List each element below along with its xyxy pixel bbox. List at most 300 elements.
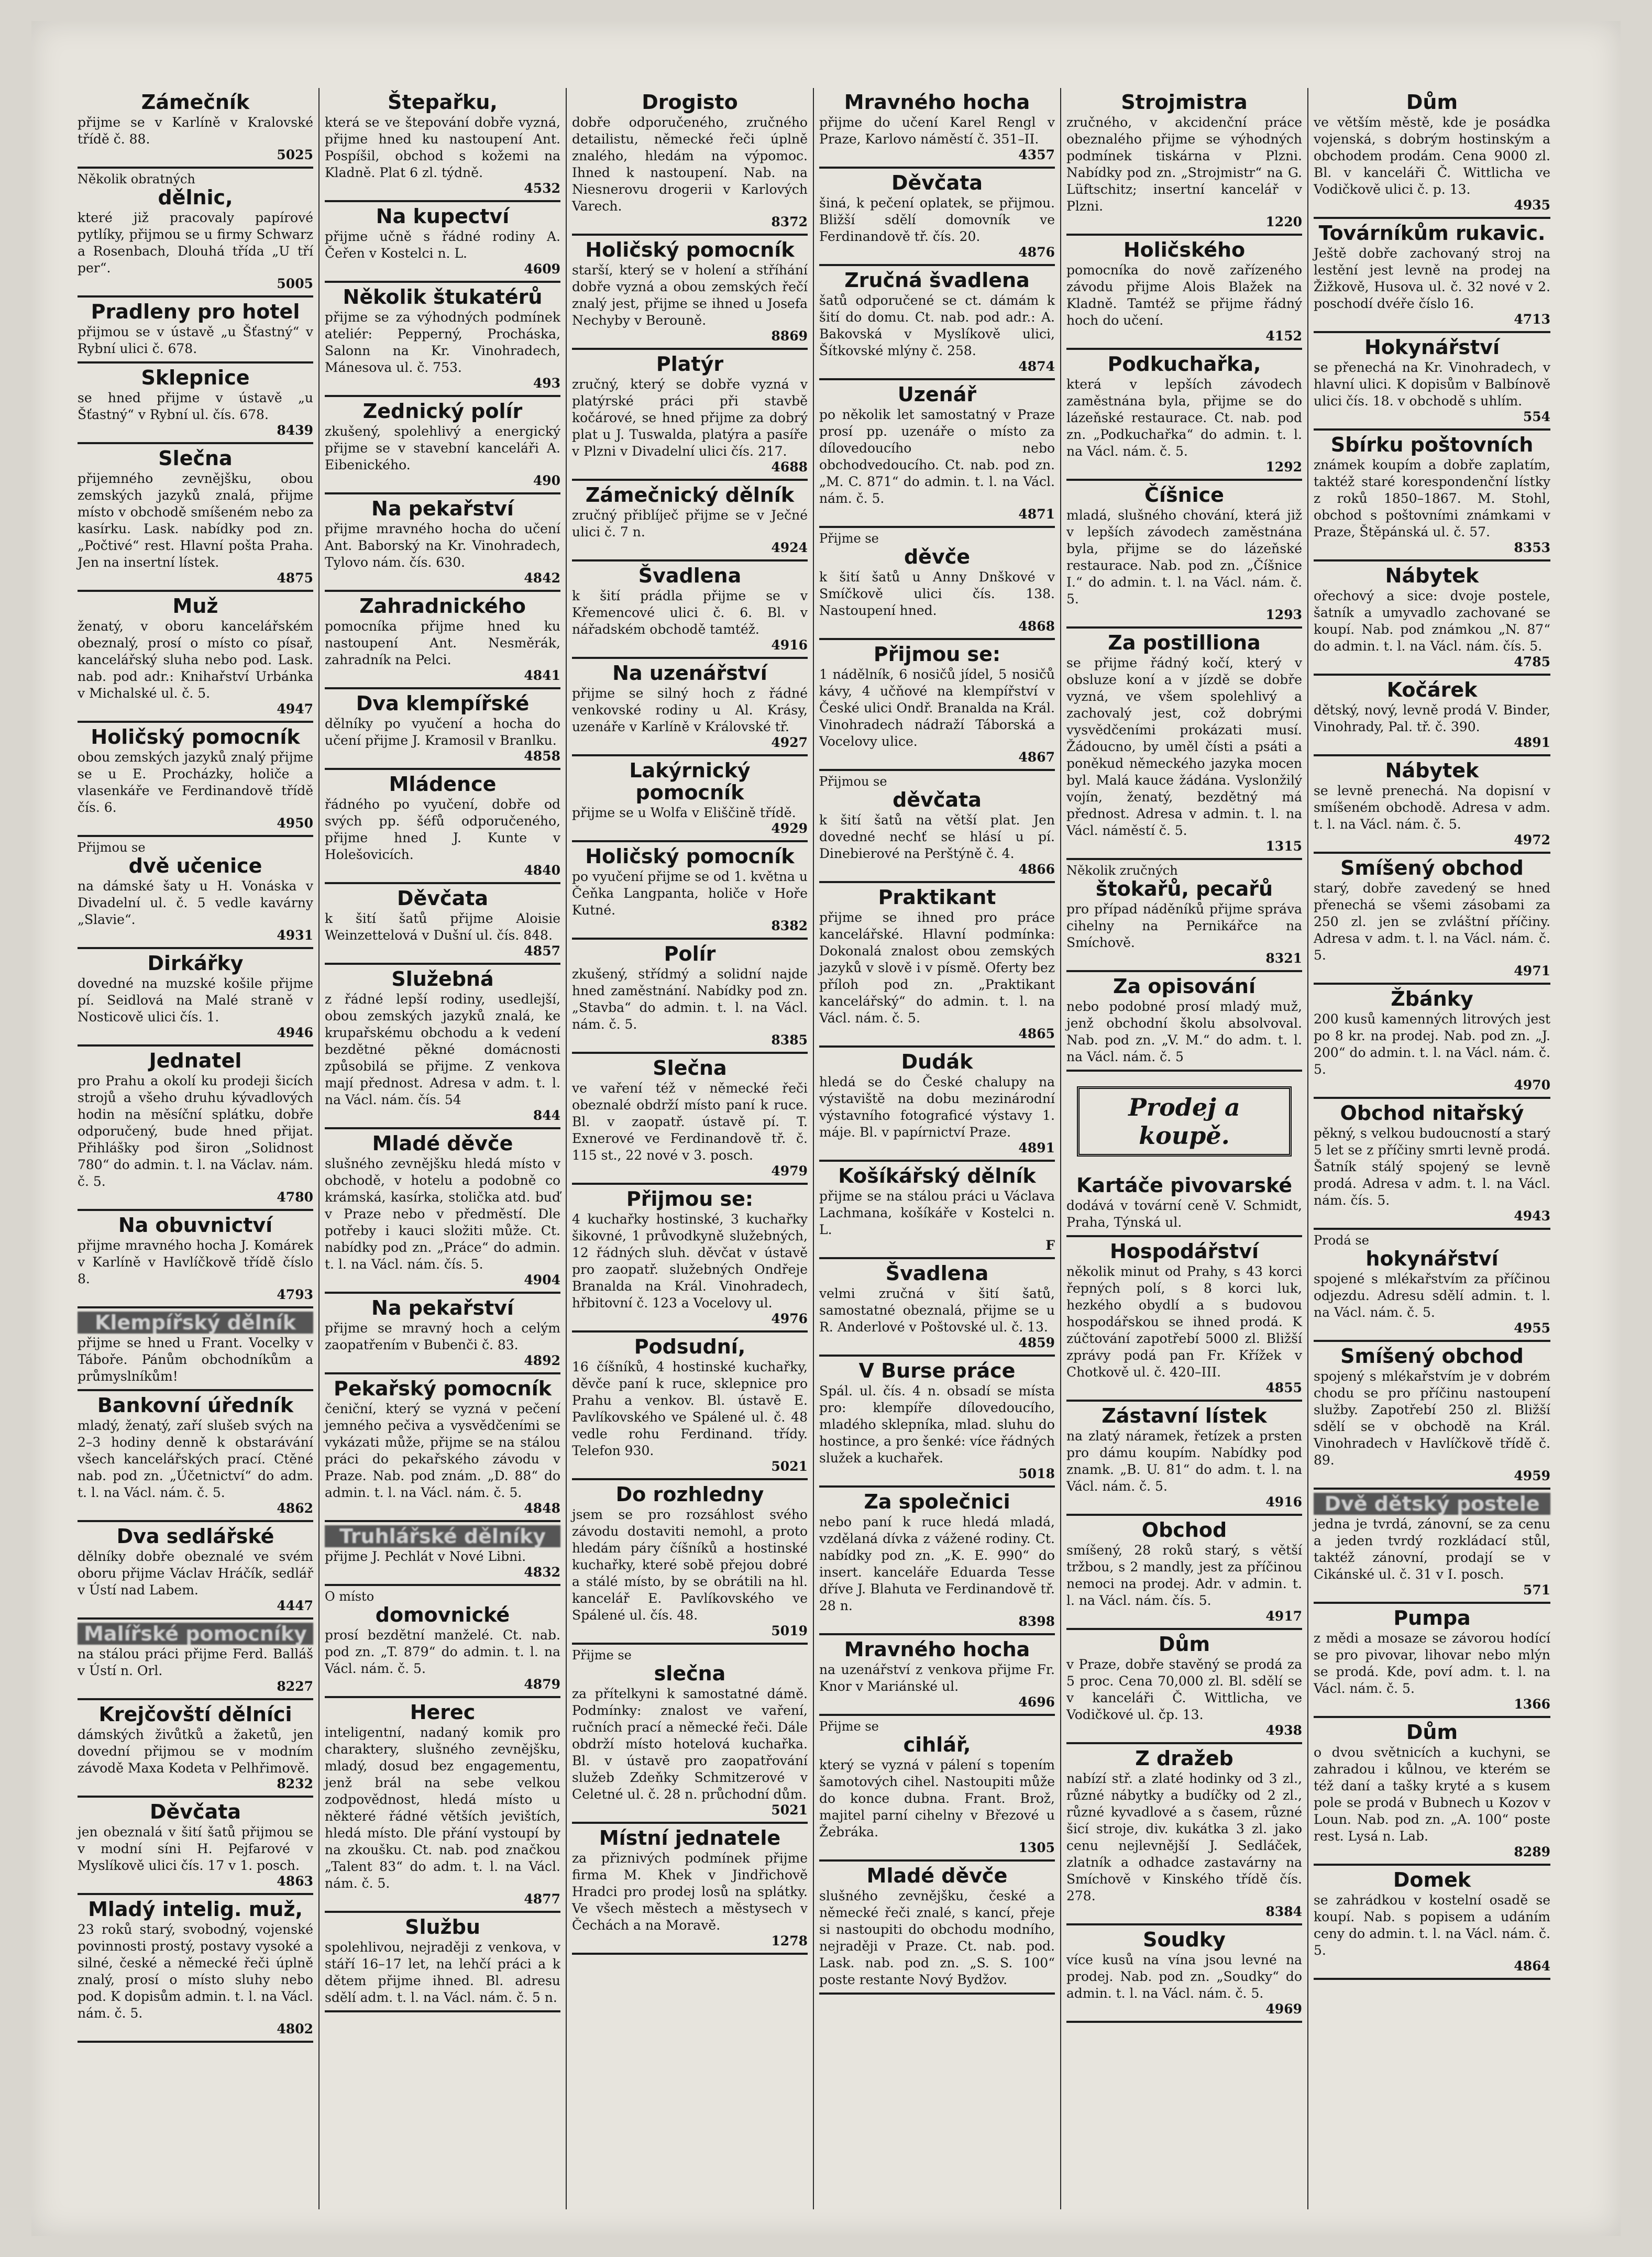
ad-reference-number: 1366 bbox=[1514, 1697, 1550, 1712]
ad-body: na zlatý náramek, řetízek a prsten pro dámu koupím. Nabídky pod znamk. „B. U. 81“ do adm. t. l. na Václ. nám. č. 5. bbox=[1066, 1428, 1302, 1494]
classified-ad bbox=[572, 350, 808, 481]
classified-ad bbox=[572, 1054, 808, 1185]
ad-title: Platýr bbox=[656, 353, 724, 376]
ad-title: štokařů, pecařů bbox=[1095, 877, 1273, 900]
classified-ad bbox=[1066, 1171, 1302, 1237]
ad-title: Zahradnického bbox=[359, 594, 526, 618]
ad-body: k šití prádla přijme se v Křemencové ulici č. 6. Bl. v nářadském obchodě tamtéž. bbox=[572, 588, 808, 637]
ad-body: 200 kusů kamenných litrových jest po 8 kr. na prodej. Nab. pod zn. „J. 200“ do admin. t. l. na Václ. nám. č. 5. bbox=[1314, 1011, 1550, 1077]
ad-title: V Burse práce bbox=[858, 1359, 1016, 1382]
classified-ad bbox=[1066, 350, 1302, 481]
classified-columns bbox=[72, 88, 1556, 2209]
ad-title: Švadlena bbox=[885, 1262, 989, 1285]
classified-ad bbox=[819, 169, 1055, 266]
classified-ad bbox=[572, 562, 808, 659]
ad-title: Žbánky bbox=[1391, 987, 1473, 1010]
ad-reference-number: 5019 bbox=[771, 1623, 808, 1638]
ad-body: z mědi a mosaze se závorou hodící se pro pivovar, lihovar nebo mlýn se prodá. Kde, poví adm. t. l. na Václ. nám. č. 5. bbox=[1314, 1631, 1550, 1696]
ad-title: Z dražeb bbox=[1135, 1747, 1234, 1770]
ad-body: dětský, nový, levně prodá V. Binder, Vinohrady, Pal. tř. č. 390. bbox=[1314, 702, 1550, 734]
ad-title: Dudák bbox=[901, 1050, 973, 1073]
ad-body: známek koupím a dobře zaplatím, taktéž staré korespondenční lístky z roků 1850–1867. M. Stohl, obchod s poštovními známkami v Praze, Štěpánská ul. č. 57. bbox=[1314, 457, 1550, 540]
ad-reference-number: 4780 bbox=[277, 1190, 313, 1205]
ad-title: Na obuvnictví bbox=[118, 1214, 273, 1237]
classified-ad bbox=[325, 1294, 560, 1374]
ad-body: přijme mravného hocha do učení Ant. Baborský na Kr. Vinohradech, Tylovo nám. čís. 630. bbox=[325, 521, 560, 570]
ad-reference-number: 1220 bbox=[1265, 214, 1302, 229]
ad-body: k šití šatů na větší plat. Jen dovedné nechť se hlásí u pí. Dinebierové na Perštýně č. 4. bbox=[819, 812, 1055, 861]
ad-reference-number: 5018 bbox=[1018, 1466, 1055, 1481]
ad-body: starší, který se v holení a stříhání dobře vyzná a obou zemských řečí znalý jest, přijme se ihned u Josefa Nechyby v Berouně. bbox=[572, 262, 808, 328]
ad-body: které již pracovaly papírové pytlíky, přijmou se u firmy Schwarz a Rosenbach, Dlouhá třída „U tří per“. bbox=[78, 210, 313, 276]
ad-title: Děvčata bbox=[149, 1800, 241, 1823]
ad-body: o dvou světnicích a kuchyni, se zahradou i kůlnou, ve kterém se též daní a tašky kryté a s kusem pole se prodá v Bubnech u Kozov v Loun. Nab. pod zn. „A. 100“ poste rest. Lysá n. Lab. bbox=[1314, 1745, 1550, 1844]
classified-ad bbox=[572, 1480, 808, 1645]
classified-ad bbox=[78, 1391, 313, 1522]
ad-title: Malířské pomocníky bbox=[78, 1623, 313, 1645]
classified-ad bbox=[572, 236, 808, 350]
ad-reference-number: 4802 bbox=[277, 2021, 313, 2036]
classified-ad bbox=[325, 689, 560, 770]
classified-ad bbox=[819, 380, 1055, 528]
ad-reference-number: 8439 bbox=[277, 423, 313, 438]
classified-ad bbox=[819, 1162, 1055, 1259]
classified-ad bbox=[1314, 562, 1550, 676]
ad-title: Švadlena bbox=[638, 564, 742, 587]
classified-ad bbox=[572, 88, 808, 236]
ad-reference-number: 554 bbox=[1523, 409, 1550, 424]
ad-lead-in: Prodá se bbox=[1314, 1233, 1369, 1248]
ad-title: cihlář, bbox=[903, 1733, 971, 1756]
ad-title: Kartáče pivovarské bbox=[1076, 1174, 1293, 1197]
classified-ad bbox=[1314, 431, 1550, 562]
section-heading: Prodej a koupě. bbox=[1077, 1086, 1292, 1157]
ad-title: Na pekařství bbox=[371, 497, 514, 520]
ad-reference-number: 4979 bbox=[771, 1163, 808, 1179]
ad-title: Dům bbox=[1406, 1721, 1458, 1744]
ad-title: Pumpa bbox=[1393, 1606, 1471, 1630]
ad-body: obou zemských jazyků znalý přijme se u E. Procházky, holiče a vlasenkáře ve Ferdinandově třídě čís. 6. bbox=[78, 750, 313, 815]
ad-body: nebo paní k ruce hledá mladá, vzdělaná dívka z vážené rodiny. Ct. nabídky pod zn. „K. E. 990“ do insert. kanceláře Eduarda Tesse dříve J. Blahuta ve Ferdinandově tř. 28 n. bbox=[819, 1514, 1055, 1613]
section-heading-box bbox=[1066, 1072, 1302, 1171]
ad-reference-number: 8382 bbox=[771, 918, 808, 933]
ad-body: prosí bezdětní manželé. Ct. nab. pod zn. „T. 879“ do admin. t. l. na Václ. nám. č. 5. bbox=[325, 1627, 560, 1676]
classified-ad bbox=[325, 283, 560, 397]
ad-title: dvě učenice bbox=[128, 854, 262, 877]
ad-reference-number: 4924 bbox=[771, 540, 808, 555]
ad-reference-number: 4931 bbox=[277, 928, 313, 943]
ad-title: Za společnici bbox=[864, 1490, 1010, 1513]
ad-body: Spál. ul. čís. 4 n. obsadí se místa pro: klempíře dílovedoucího, mladého sklepníka, mlad. sluhu do hostince, a pro šenké: více řádných služek a kuchařek. bbox=[819, 1383, 1055, 1466]
ad-reference-number: 4863 bbox=[277, 1874, 313, 1889]
ad-body: která se ve štepování dobře vyzná, přijme hned ku nastoupení Ant. Pospíšil, obchod s kožemi na Kladně. Plat 6 zl. týdně. bbox=[325, 115, 560, 180]
ad-title: Soudky bbox=[1143, 1928, 1226, 1951]
classified-ad bbox=[78, 169, 313, 298]
ad-title: Na pekařství bbox=[371, 1296, 514, 1319]
ad-title: děvče bbox=[904, 545, 971, 568]
ad-reference-number: 4955 bbox=[1514, 1320, 1550, 1336]
ad-reference-number: 5005 bbox=[277, 276, 313, 291]
ad-reference-number: 1315 bbox=[1265, 839, 1302, 854]
ad-title: Praktikant bbox=[878, 886, 996, 909]
ad-title: Dva sedlářské bbox=[116, 1525, 274, 1548]
ad-title: Dva klempířské bbox=[356, 692, 530, 715]
ad-title: Mladé děvče bbox=[866, 1864, 1008, 1887]
ad-title: Pradleny pro hotel bbox=[91, 300, 300, 323]
ad-title: Na kupectví bbox=[376, 205, 510, 228]
ad-lead-in: Několik zručných bbox=[1066, 863, 1178, 878]
ad-lead-in: Několik obratných bbox=[78, 172, 195, 186]
classified-ad bbox=[78, 1895, 313, 2043]
ad-body: více kusů na vína jsou levné na prodej. Nab. pod zn. „Soudky“ do admin. t. l. na Václ. nám. č. 5. bbox=[1066, 1952, 1302, 2001]
ad-title: Hokynářství bbox=[1364, 336, 1500, 359]
ad-lead-in: Přijmou se bbox=[78, 840, 146, 855]
column-4 bbox=[814, 88, 1061, 2209]
ad-title: Nábytek bbox=[1385, 759, 1479, 782]
ad-body: zručného, v akcidenční práce obeznalého přijme se výhodných podmínek tiskárna v Plzni. Nabídky pod zn. „Strojmistr“ na G. Lüftschitz; insertní kancelář v Plzni. bbox=[1066, 115, 1302, 214]
ad-body: mladá, slušného chování, která již v lepších závodech zaměstnána byla, přijme se do lázeňské restaurace. Nab. pod zn. „Číšnice I.“ do admin. t. l. na Václ. nám. č. 5. bbox=[1066, 508, 1302, 607]
classified-ad bbox=[1314, 219, 1550, 333]
classified-ad bbox=[78, 723, 313, 837]
ad-body: slušného zevnějšku, české a německé řeči znalé, s kancí, přeje si nastoupiti do obchodu modního, nejraději v Praze. Ct. nab. pod. Lask. nab. pod zn. „S. S. 100“ poste restante Nový Bydžov. bbox=[819, 1888, 1055, 1987]
ad-reference-number: 571 bbox=[1523, 1582, 1550, 1598]
classified-ad bbox=[78, 444, 313, 592]
classified-ad bbox=[325, 494, 560, 592]
classified-ad bbox=[819, 640, 1055, 771]
classified-ad bbox=[1314, 676, 1550, 756]
classified-ad bbox=[572, 659, 808, 756]
classified-ad bbox=[1314, 333, 1550, 431]
ad-lead-in: Přijme se bbox=[819, 531, 879, 546]
ad-body: přijme do učení Karel Rengl v Praze, Karlovo náměstí č. 351–II. bbox=[819, 115, 1055, 147]
ad-reference-number: 4859 bbox=[1018, 1335, 1055, 1350]
ad-body: zručný, který se dobře vyzná v platýrské práci při stavbě kočárové, se hned přijme za dobrý plat u J. Tuswalda, platýra a pasíře v Plzni v Divadelní ulici čís. 217. bbox=[572, 377, 808, 459]
ad-title: děvčata bbox=[893, 788, 982, 811]
ad-body: dodává v tovární ceně V. Schmidt, Praha, Týnská ul. bbox=[1066, 1198, 1302, 1230]
ad-body: čeniční, který se vyzná v pečení jemného pečiva a vysvědčeními se vykázati může, přijme se na stálou práci do pekařského závodu v Praze. Nab. pod znám. „D. 88“ do admin. t. l. na Václ. nám. č. 5. bbox=[325, 1401, 560, 1500]
ad-title: Drogisto bbox=[642, 91, 738, 114]
ad-body: ve větším městě, kde je posádka vojenská, s dobrým hostinským a obchodem prodám. Cena 9000 zl. Bl. v kanceláři Č. Wittlicha ve Vodičkově ulici č. p. 13. bbox=[1314, 115, 1550, 197]
ad-body: na uzenářství z venkova přijme Fr. Knor v Mariánské ul. bbox=[819, 1662, 1055, 1694]
ad-title: Přijmou se: bbox=[873, 643, 1001, 666]
ad-reference-number: 4840 bbox=[524, 863, 560, 878]
ad-body: za přítelkyni k samostatné dámě. Podmínky: znalost ve vaření, ručních prací a německé řeči. Dále obdrží místo hotelová kuchařka. Bl. v ústavě pro zaopatřování služeb Zdeňky Schmitzerové v Celetné ul. č. 28 n. průchodní dům. bbox=[572, 1686, 808, 1802]
ad-title: Smíšený obchod bbox=[1340, 1345, 1524, 1368]
classified-ad bbox=[819, 88, 1055, 169]
ad-body: z řádné lepší rodiny, usedlejší, obou zemských jazyků znalá, ke krupařskému obchodu a k vedení bezdětné pěkné domácnosti způsobilá se přijme. Z venkova mají přednost. Adresa v adm. t. l. na Václ. nám. čís. 54 bbox=[325, 992, 560, 1107]
ad-title: Přijmou se: bbox=[626, 1187, 754, 1210]
ad-reference-number: 4946 bbox=[277, 1025, 313, 1040]
ad-title: Slečna bbox=[158, 447, 233, 470]
ad-title: Holičský pomocník bbox=[585, 238, 795, 261]
classified-ad bbox=[78, 1620, 313, 1700]
ad-body: 23 roků starý, svobodný, vojenské povinnosti prostý, postavy vysoké a silné, české a německé řeči úplně znalý, prosí o místo sluhy nebo pod. K dopisům admin. t. l. na Václ. nám. č. 5. bbox=[78, 1922, 313, 2021]
ad-body: přijme se ihned pro práce kancelářské. Hlavní podmínka: Dokonalá znalost obou zemských jazyků v slově i v písmě. Oferty bez příloh pod zn. „Praktikant kancelářský“ do admin. t. l. na Václ. nám. č. 5. bbox=[819, 910, 1055, 1026]
ad-reference-number: 4357 bbox=[1018, 147, 1055, 162]
ad-reference-number: 4879 bbox=[524, 1677, 560, 1692]
classified-ad bbox=[572, 756, 808, 842]
ad-title: Štepařku, bbox=[388, 91, 498, 114]
ad-body: přijemného zevnějšku, obou zemských jazyků znalá, přijme místo v obchodě smíšeném nebo za kasírku. Lask. nabídky pod zn. „Počtivé“ rest. Hlavní pošta Praha. Jen na insertní lístek. bbox=[78, 471, 313, 570]
ad-title: Místní jednatele bbox=[599, 1826, 781, 1849]
classified-ad bbox=[325, 1698, 560, 1913]
classified-ad bbox=[325, 1522, 560, 1586]
ad-title: Dirkářky bbox=[147, 952, 244, 975]
classified-ad bbox=[325, 965, 560, 1129]
ad-title: Holičský pomocník bbox=[585, 845, 795, 868]
ad-title: Děvčata bbox=[397, 887, 489, 910]
classified-ad bbox=[1066, 1744, 1302, 1925]
ad-reference-number: 4864 bbox=[1514, 1958, 1550, 1974]
ad-reference-number: 4972 bbox=[1514, 832, 1550, 847]
ad-reference-number: 8232 bbox=[277, 1776, 313, 1791]
ad-reference-number: 4916 bbox=[1265, 1494, 1302, 1510]
classified-ad bbox=[78, 1522, 313, 1620]
ad-title: Dvě dětský postele bbox=[1314, 1493, 1550, 1515]
ad-lead-in: Přijme se bbox=[819, 1719, 879, 1734]
ad-reference-number: 4875 bbox=[277, 570, 313, 586]
ad-title: Uzenář bbox=[897, 383, 977, 406]
classified-ad bbox=[819, 266, 1055, 380]
classified-ad bbox=[78, 1700, 313, 1798]
ad-body: pomocníka přijme hned ku nastoupení Ant. Nesměrák, zahradník na Pelci. bbox=[325, 619, 560, 667]
ad-reference-number: 4867 bbox=[1018, 750, 1055, 765]
ad-title: Lakýrnický pomocník bbox=[629, 759, 751, 804]
ad-reference-number: 1293 bbox=[1265, 607, 1302, 622]
classified-ad bbox=[78, 1211, 313, 1308]
ad-title: Jednatel bbox=[149, 1049, 242, 1072]
ad-title: Herec bbox=[410, 1701, 476, 1724]
classified-ad bbox=[1314, 1718, 1550, 1866]
ad-reference-number: 8398 bbox=[1018, 1614, 1055, 1629]
ad-body: přijmou se v ústavě „u Šťastný“ v Rybní ulici č. 678. bbox=[78, 324, 313, 356]
ad-reference-number: 1278 bbox=[771, 1933, 808, 1948]
classified-ad bbox=[325, 202, 560, 283]
ad-title: Strojmistra bbox=[1121, 91, 1248, 114]
ad-body: jsem se pro rozsáhlost svého závodu dostaviti nemohl, a proto hledám páry číšníků a hostinské kuchařky, které sobě přejou dobré a stálé místo, by se obrátili na hl. kancelář E. Pavlíkovského ve Spálené ul. čís. 48. bbox=[572, 1507, 808, 1623]
classified-ad bbox=[572, 940, 808, 1054]
ad-body: spojené s mlékařstvím za příčinou odjezdu. Adresu sdělí admin. t. l. na Václ. nám. č. 5. bbox=[1314, 1271, 1550, 1320]
classified-ad bbox=[1066, 629, 1302, 860]
ad-reference-number: 4874 bbox=[1018, 359, 1055, 374]
classified-ad bbox=[1066, 1630, 1302, 1744]
ad-body: která v lepších závodech zaměstnána byla, přijme se do lázeňské restaurace. Ct. nab. pod zn. „Podkuchařka“ do admin. t. l. na Václ. nám. č. 5. bbox=[1066, 377, 1302, 459]
ad-title: Smíšený obchod bbox=[1340, 856, 1524, 879]
ad-title: Na uzenářství bbox=[612, 662, 767, 685]
ad-reference-number: 4832 bbox=[524, 1565, 560, 1580]
ad-reference-number: 4793 bbox=[277, 1287, 313, 1302]
ad-reference-number: 4871 bbox=[1018, 507, 1055, 522]
ad-body: přijme se silný hoch z řádné venkovské rodiny u Al. Krásy, uzenáře v Karlíně v Královské tř. bbox=[572, 686, 808, 734]
classified-ad bbox=[1314, 1866, 1550, 1980]
classified-ad bbox=[819, 528, 1055, 640]
ad-title: Obchod bbox=[1141, 1518, 1227, 1542]
ad-title: Dům bbox=[1406, 91, 1458, 114]
ad-title: dělnic, bbox=[158, 186, 233, 209]
ad-title: Slečna bbox=[653, 1056, 727, 1080]
ad-body: mladý, ženatý, zaří slušeb svých na 2–3 hodiny denně k obstarávání všech kancelářských prací. Ctěné nab. pod zn. „Účetnictví“ do adm. t. l. na Václ. nám. č. 5. bbox=[78, 1418, 313, 1500]
classified-ad bbox=[819, 771, 1055, 883]
ad-reference-number: 5021 bbox=[771, 1802, 808, 1818]
ad-body: spolehlivou, nejraději z venkova, v stáří 16–17 let, na lehčí práci a k dětem přijme ihned. Bl. adresu sdělí adm. t. l. na Václ. nám. č. 5 n. bbox=[325, 1940, 560, 2005]
column-6 bbox=[1308, 88, 1556, 2209]
ad-body: se zahrádkou v kostelní osadě se koupí. Nab. s popisem a udáním ceny do admin. t. l. na Václ. nám. č. 5. bbox=[1314, 1892, 1550, 1958]
column-2 bbox=[320, 88, 567, 2209]
ad-body: řádného po vyučení, dobře od svých pp. šéfů odporučeného, přijme hned J. Kunte v Holešovicích. bbox=[325, 797, 560, 862]
ad-body: se levně prenechá. Na dopisní v smíšeném obchodě. Adresa v adm. t. l. na Václ. nám. č. 5. bbox=[1314, 783, 1550, 832]
classified-ad bbox=[572, 1185, 808, 1333]
classified-ad bbox=[78, 592, 313, 723]
ad-body: 1 nádělník, 6 nosičů jídel, 5 nosičů kávy, 4 učňové na klempířství v České ulici Ondř. Branalda na Král. Vinohradech nádraží Táborská a Vocelovy ulice. bbox=[819, 667, 1055, 749]
ad-title: Zručná švadlena bbox=[844, 269, 1030, 292]
ad-title: Mladé děvče bbox=[372, 1132, 513, 1155]
ad-reference-number: 4865 bbox=[1018, 1026, 1055, 1041]
ad-title: Zástavní lístek bbox=[1102, 1404, 1267, 1427]
ad-reference-number: 4929 bbox=[771, 821, 808, 836]
ad-reference-number: 4866 bbox=[1018, 862, 1055, 877]
ad-body: velmi zručná v šití šatů, samostatné obeznalá, přijme se u R. Anderlové v Poštovské ul. č. 13. bbox=[819, 1286, 1055, 1335]
classified-ad bbox=[325, 1913, 560, 2012]
ad-reference-number: 5025 bbox=[277, 147, 313, 162]
classified-ad bbox=[1066, 1925, 1302, 2023]
classified-ad bbox=[325, 88, 560, 202]
ad-title: Košíkářský dělník bbox=[838, 1164, 1036, 1187]
ad-title: Obchod nitařský bbox=[1340, 1102, 1524, 1125]
classified-ad bbox=[1314, 1230, 1550, 1342]
ad-title: Za opisování bbox=[1113, 975, 1255, 998]
classified-ad bbox=[1314, 1342, 1550, 1490]
ad-reference-number: 844 bbox=[533, 1108, 560, 1123]
ad-reference-number: 4848 bbox=[524, 1501, 560, 1516]
ad-reference-number: 4877 bbox=[524, 1891, 560, 1907]
ad-title: Bankovní úředník bbox=[97, 1394, 294, 1417]
ad-reference-number: 4938 bbox=[1265, 1723, 1302, 1738]
ad-reference-number: 8372 bbox=[771, 214, 808, 229]
ad-title: Truhlářské dělníky bbox=[325, 1525, 560, 1547]
ad-body: k šití šatů u Anny Dnškové v Smíčkově ulici čís. 138. Nastoupení hned. bbox=[819, 569, 1055, 618]
ad-body: dělníky dobře obeznalé ve svém oboru přijme Václav Hráčík, sedlář v Ústí nad Labem. bbox=[78, 1549, 313, 1598]
ad-reference-number: 4950 bbox=[277, 816, 313, 831]
ad-body: jedna je tvrdá, zánovní, se za cenu a jeden tvrdý rozkládací stůl, taktéž zánovní, prodají se v Cikánské ul. č. 31 v I. posch. bbox=[1314, 1516, 1550, 1582]
classified-ad bbox=[1066, 860, 1302, 972]
ad-body: slušného zevnějšku hledá místo v obchodě, v hotelu a podobně co krámská, kasírka, stolička atd. buď v Praze nebo v předměstí. Dle potřeby i kauci složiti může. Ct. nabídky pod zn. „Práce“ do admin. t. l. na Václ. nám. čís. 5. bbox=[325, 1156, 560, 1272]
ad-body: na stálou práci přijme Ferd. Balláš v Ústí n. Orl. bbox=[78, 1646, 313, 1678]
ad-title: Mravného hocha bbox=[844, 91, 1030, 114]
ad-body: přijme učně s řádné rodiny A. Čeřen v Kostelci n. L. bbox=[325, 229, 560, 261]
ad-title: hokynářství bbox=[1365, 1247, 1499, 1270]
ad-lead-in: Přijme se bbox=[572, 1648, 632, 1663]
ad-title: Sbírku poštovních bbox=[1330, 433, 1534, 456]
classified-ad bbox=[78, 364, 313, 444]
classified-ad bbox=[1066, 481, 1302, 629]
ad-body: přijme se za výhodných podmínek ateliér: Pepperný, Procháska, Salonn na Kr. Vinohradech, Mánesova ul. č. 753. bbox=[325, 310, 560, 375]
ad-body: po vyučení přijme se od 1. května u Čeňka Langpanta, holiče v Hoře Kutné. bbox=[572, 869, 808, 918]
ad-title: Hospodářství bbox=[1110, 1240, 1259, 1263]
ad-reference-number: 4696 bbox=[1018, 1694, 1055, 1710]
ad-title: Děvčata bbox=[891, 171, 983, 194]
ad-reference-number: 4152 bbox=[1265, 328, 1302, 344]
ad-title: domovnické bbox=[375, 1603, 510, 1626]
ad-body: se přijme řádný kočí, který v obsluze koní a v jízdě se dobře vyzná, ve všem spolehlivý a zachovalý jest, což dobrými vysvědčeními prokázati musí. Žádoucno, by uměl čísti a psáti a poněkud německého jazyka mocen byl. Malá kauce žádána. Vyslonžilý vojín, ženatý, bezdětný má přednost. Adresa v admin. t. l. na Václ. náměstí č. 5. bbox=[1066, 655, 1302, 838]
ad-reference-number: 4916 bbox=[771, 637, 808, 653]
ad-body: šiná, k pečení oplatek, se přijmou. Bližší sdělí domovník ve Ferdinandově tř. čís. 20. bbox=[819, 195, 1055, 244]
ad-reference-number: 4868 bbox=[1018, 619, 1055, 634]
ad-title: Mládence bbox=[389, 773, 497, 796]
classified-ad bbox=[572, 842, 808, 940]
ad-body: dovedné na muzské košile přijme pí. Seidlová na Malé straně v Nosticově ulici čís. 1. bbox=[78, 976, 313, 1025]
ad-reference-number: 4785 bbox=[1514, 654, 1550, 669]
ad-reference-number: 5021 bbox=[771, 1459, 808, 1474]
ad-reference-number: 493 bbox=[533, 376, 560, 391]
ad-title: Zámečnický dělník bbox=[585, 483, 795, 507]
ad-body: přijme J. Pechlát v Nové Libni. bbox=[325, 1549, 526, 1564]
ad-body: ořechový a sice: dvoje postele, šatník a umyvadlo zachované se koupí. Nab. pod známkou „N. 87“ do admin. t. l. na Václ. nám. čís. 5. bbox=[1314, 588, 1550, 654]
ad-body: několik minut od Prahy, s 43 korci řepných polí, s 8 korci luk, hezkého obydlí a s budovou hospodářskou se ihned prodá. K zúčtování zapotřebí 5000 zl. Bližší zprávy podá pan Fr. Křížek v Chotkově ul. č. 420–III. bbox=[1066, 1264, 1302, 1380]
classified-ad bbox=[819, 1716, 1055, 1862]
ad-title: Holičský pomocník bbox=[91, 725, 300, 748]
classified-ad bbox=[1066, 1516, 1302, 1630]
classified-ad bbox=[1314, 985, 1550, 1099]
ad-body: zkušený, spolehlivý a energický přijme se v stavební kanceláři A. Eibenického. bbox=[325, 424, 560, 472]
ad-reference-number: 1292 bbox=[1265, 459, 1302, 475]
ad-body: nabízí stř. a zlaté hodinky od 3 zl., různé nábytky a budíčky od 2 zl., různé kyvadlové a s časem, různé šicí stroje, div. kukátka 3 zl. jako cenu nejlevnější J. Sedláček, zlatník a odhadce zastavárny na Smíchově v Kinského třídě čís. 278. bbox=[1066, 1771, 1302, 1903]
ad-title: Pekařský pomocník bbox=[333, 1377, 552, 1400]
classified-ad bbox=[1066, 1402, 1302, 1516]
ad-reference-number: 4891 bbox=[1514, 735, 1550, 750]
classified-ad bbox=[819, 1635, 1055, 1716]
ad-title: Muž bbox=[172, 594, 218, 618]
classified-ad bbox=[325, 1374, 560, 1522]
ad-body: ženatý, v oboru kancelářském obeznalý, prosí o místo co písař, kancelářský sluha nebo pod. Lask. nab. pod adr.: Knihařství Urbánka v Michalské ul. č. 5. bbox=[78, 619, 313, 701]
ad-title: Do rozhledny bbox=[615, 1483, 764, 1506]
classified-ad bbox=[325, 397, 560, 494]
ad-reference-number: 4892 bbox=[524, 1353, 560, 1368]
ad-title: Kočárek bbox=[1386, 678, 1478, 701]
ad-reference-number: 1305 bbox=[1018, 1840, 1055, 1855]
ad-body: dělníky po vyučení a hocha do učení přijme J. Kramosil v Branlku. bbox=[325, 716, 560, 748]
classified-ad bbox=[1314, 88, 1550, 219]
ad-title: Zednický polír bbox=[362, 400, 523, 423]
classified-ad bbox=[325, 1586, 560, 1698]
ad-title: Továrníkům rukavic. bbox=[1318, 222, 1546, 245]
ad-reference-number: 4935 bbox=[1514, 197, 1550, 213]
ad-reference-number: 4688 bbox=[771, 459, 808, 475]
ad-reference-number: 4857 bbox=[524, 943, 560, 959]
ad-title: Polír bbox=[664, 942, 716, 965]
ad-body: ve vaření též v německé řeči obeznalé obdrží místo paní k ruce. Bl. v zaopatř. ústavě pí. T. Exnerové ve Ferdinandově tř. č. 115 st., 22 nové v 3. posch. bbox=[572, 1081, 808, 1163]
ad-title: slečna bbox=[654, 1662, 726, 1685]
ad-body: hledá se do České chalupy na výstaviště na dobu mezinárodní výstavního fotograficé výstavy 1. máje. Bl. v papírnictví Praze. bbox=[819, 1074, 1055, 1140]
ad-reference-number: 8227 bbox=[277, 1679, 313, 1694]
classified-ad bbox=[78, 1047, 313, 1211]
classified-ad bbox=[1314, 854, 1550, 985]
ad-title: Nábytek bbox=[1385, 564, 1479, 587]
classified-ad bbox=[819, 1488, 1055, 1635]
classified-ad bbox=[325, 770, 560, 884]
ad-body: zručný přiblíječ přijme se v Ječné ulici č. 7 n. bbox=[572, 508, 808, 540]
ad-body: pěkný, s velkou budoucností a starý 5 let se z příčiny smrti levně prodá. Šatník stálý spojený se levně prodá. Adresa v adm. t. l. na Václ. nám. čís. 5. bbox=[1314, 1126, 1550, 1208]
ad-body: inteligentní, nadaný komik pro charaktery, slušného zevnějšku, mladý, dosud bez engagementu, jenž brál na sebe velkou zodpovědnost, hledá místo u některé řádné větších jevištích, hledá místo. Dle přání vystoupí by na zkoušku. Ct. nab. pod značkou „Talent 83“ do adm. t. l. na Václ. nám. č. 5. bbox=[325, 1725, 560, 1891]
ad-reference-number: 8385 bbox=[771, 1032, 808, 1048]
ad-reference-number: 4713 bbox=[1514, 312, 1550, 327]
classified-ad bbox=[78, 1308, 313, 1391]
ad-body: jen obeznalá v šití šatů přijmou se v modní síni H. Pejfarové v Myslíkově ulici čís. 17 v 1. posch. bbox=[78, 1824, 313, 1873]
classified-ad bbox=[325, 1129, 560, 1294]
ad-body: šatů odporučené se ct. dámám k šití do domu. Ct. nab. pod adr.: A. Bakovská v Myslíkově ulici, Šítkovské mlýny č. 258. bbox=[819, 293, 1055, 358]
ad-body: přijme se hned u Frant. Vocelky v Táboře. Pánům obchodníkům a průmyslníkům! bbox=[78, 1335, 313, 1384]
ad-body: dámských živůtků a žaketů, jen dovední přijmou se v modním závodě Maxa Kodeta v Pelhřimově. bbox=[78, 1727, 313, 1776]
ad-reference-number: 4876 bbox=[1018, 245, 1055, 260]
